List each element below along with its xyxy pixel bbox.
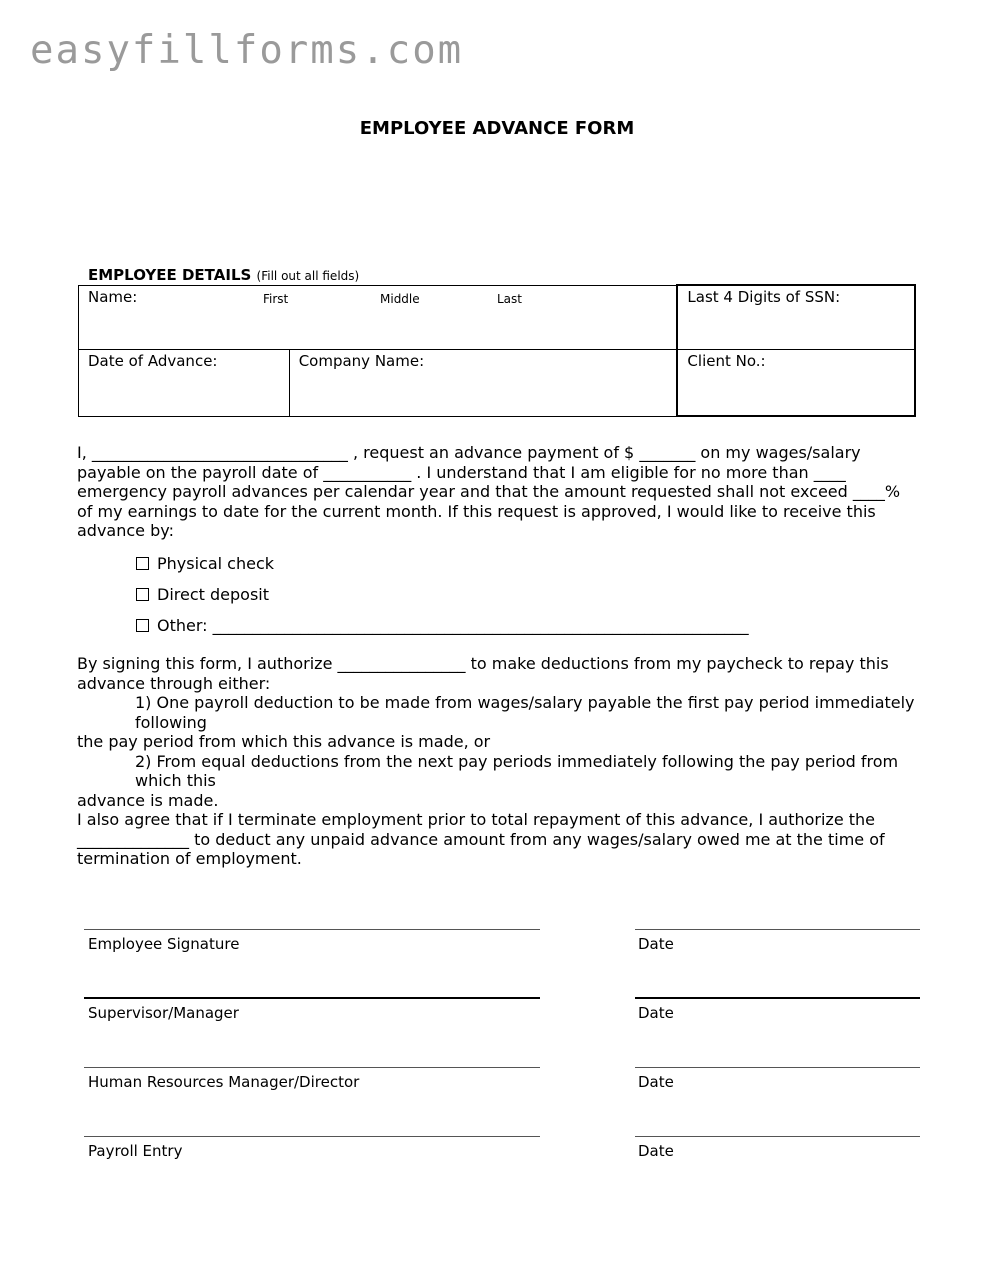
other-checkbox[interactable] [136, 619, 149, 632]
authorization-item-2: 2) From equal deductions from the next pay periods immediately following the pay period from which this [135, 751, 899, 790]
authorization-item-2-cont: advance is made. [77, 790, 219, 810]
name-label: Name: [88, 287, 138, 306]
employee-signature-line[interactable] [84, 929, 540, 930]
hr-date-line[interactable] [635, 1067, 920, 1068]
option-other[interactable] [136, 610, 749, 641]
supervisor-date-line[interactable] [635, 997, 920, 999]
supervisor-signature-label: Supervisor/Manager [88, 1004, 239, 1022]
option-direct-deposit[interactable] [136, 579, 749, 610]
company-name-label: Company Name: [298, 351, 425, 370]
ssn-label: Last 4 Digits of SSN: [687, 288, 841, 306]
date-of-advance-field[interactable] [79, 349, 290, 416]
payroll-date-label: Date [638, 1142, 674, 1160]
employee-date-label: Date [638, 935, 674, 953]
company-name-field[interactable] [289, 349, 677, 416]
hr-signature-line[interactable] [84, 1067, 540, 1068]
physical-check-label: Physical check [157, 553, 275, 573]
section-note: (Fill out all fields) [256, 269, 360, 283]
middle-label: Middle [380, 291, 420, 306]
authorization-intro: By signing this form, I authorize ________________ to make deductions from my paycheck to repay this advance through either: [77, 654, 889, 693]
request-paragraph: I, ________________________________ , request an advance payment of $ _______ on my wages/salary payable on the payroll date of ___________ . I understand that I am eligible for no more than ____ emergency payroll advances per calendar year and that the amount requested shall not exceed ____% of my earnings to date for the current month. If this request is approved, I would like to receive this advance by: [77, 443, 901, 540]
direct-deposit-label: Direct deposit [157, 584, 269, 604]
payroll-signature-label: Payroll Entry [88, 1142, 183, 1160]
hr-signature-label: Human Resources Manager/Director [88, 1073, 360, 1091]
employee-details-table [78, 284, 916, 417]
form-title: EMPLOYEE ADVANCE FORM [359, 118, 635, 139]
date-of-advance-label: Date of Advance: [88, 351, 218, 370]
section-heading [88, 266, 359, 284]
authorization-termination: I also agree that if I terminate employment prior to total repayment of this advance, I authorize the ______________ to deduct any unpaid advance amount from any wages/salary owed me at the time of termination of employment. [77, 810, 885, 868]
payroll-date-line[interactable] [635, 1136, 920, 1137]
authorization-item-1: 1) One payroll deduction to be made from wages/salary payable the first pay period immediately following [135, 693, 915, 732]
authorization-item-1-cont: the pay period from which this advance is made, or [77, 732, 491, 751]
employee-date-line[interactable] [635, 929, 920, 930]
payment-options [136, 548, 749, 641]
last-label: Last [497, 291, 522, 306]
employee-signature-label: Employee Signature [88, 935, 240, 953]
direct-deposit-checkbox[interactable] [136, 588, 149, 601]
client-no-label: Client No.: [687, 351, 766, 370]
other-label: Other: ___________________________________________________________________ [157, 615, 749, 635]
hr-date-label: Date [638, 1073, 674, 1091]
payroll-signature-line[interactable] [84, 1136, 540, 1137]
section-heading-text: EMPLOYEE DETAILS [88, 266, 252, 284]
authorization-paragraph [77, 654, 917, 869]
first-label: First [263, 291, 289, 306]
supervisor-date-label: Date [638, 1004, 674, 1022]
client-no-field[interactable] [677, 349, 915, 416]
watermark: easyfillforms.com [30, 28, 464, 73]
name-field[interactable] [79, 285, 678, 349]
supervisor-signature-line[interactable] [84, 997, 540, 999]
ssn-field[interactable] [677, 285, 915, 349]
option-physical-check[interactable] [136, 548, 749, 579]
physical-check-checkbox[interactable] [136, 557, 149, 570]
